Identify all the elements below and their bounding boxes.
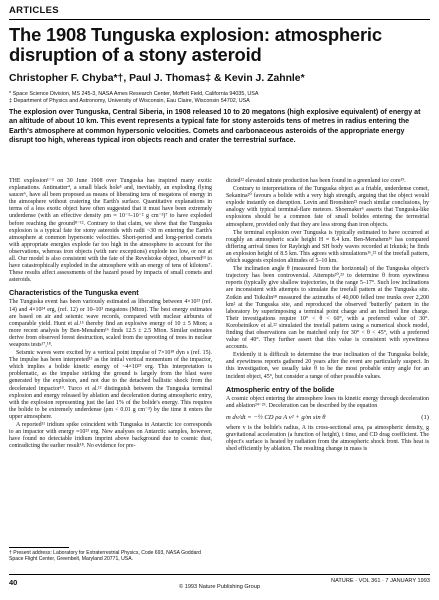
equation-body: m dv/dt = −½ CD ρa A v² + g/m sin θ bbox=[226, 413, 326, 421]
equation bbox=[226, 414, 429, 421]
article-title: The 1908 Tunguska explosion: atmospheric disruption of a stony asteroid bbox=[9, 24, 382, 65]
paragraph: Seismic waves were excited by a vertical point impulse of 7×10¹⁸ dyn s (ref. 15). The impulse has been interpreted¹⁵ as the initial vertical momentum of the impactor, which implies a bolide kinetic energy of ~4×10²³ erg. This interpretation is problematic, as the impulse striking the ground is largely from the blast wave generated by the explosion, and not due to the detached ballistic shock from the decelerated impactor¹⁹. Turco et al.¹² distinguish between the Tunguska terminal explosion and energy released by ablation and deceleration during atmospheric entry, with the explosion representing just the last 1% of the bolide's energy. This requires the bolide to be extremely underdense (ρm < 0.01 g cm⁻³) by the time it enters the upper atmosphere. bbox=[9, 350, 212, 420]
footnote-rule bbox=[9, 547, 69, 548]
paragraph: The terminal explosion over Tunguska is typically estimated to have occurred at roughly an atmospheric scale height H ≈ 8.4 km. Ben-Menahem¹⁶ has compared differing arrival times for Rayleigh and SH body waves recorded at Irkutsk; he finds an explosion height of 8.5 km. This agrees with simulations¹⁶,²² of the treefall pattern, which suggests explosion altitudes of 5–10 km. bbox=[226, 229, 429, 265]
section-label: ARTICLES bbox=[9, 5, 59, 16]
section-heading: Atmospheric entry of the bolide bbox=[226, 384, 335, 394]
equation-number: (1) bbox=[421, 413, 429, 421]
paragraph: Contrary to interpretations of the Tunguska object as a friable, underdense comet, Sekanina²⁰ favours a bolide with a very high strength, arguing that the object would explode instantly on disruption. Levin and Bronshten²¹ reach similar conclusions, by analogy with typical terminal-flare meteors. Shoemaker⁶ asserts that Tunguska-like explosions should be a common fate of small bolides entering the terrestrial atmosphere, provided only that they are less strong than iron objects. bbox=[226, 186, 429, 228]
paragraph: A cosmic object entering the atmosphere loses its kinetic energy through deceleration and ablation²⁴⁻²⁶. Deceleration can be described by the equation bbox=[226, 395, 429, 409]
journal-citation: NATURE · VOL 361 · 7 JANUARY 1993 bbox=[331, 578, 430, 584]
paragraph: where v is the bolide's radius, A its cross-sectional area, ρa atmospheric density, g gravitational acceleration (a function of height), t time, and CD drag coefficient. The object's surface is heated by radiation from the atmospheric shock front. This heat is shed efficiently by ablation. The resulting change in mass is bbox=[226, 424, 429, 453]
affiliation-2: ‡ Department of Physics and Astronomy, University of Wisconsin, Eau Claire, Wisconsin 54702, USA bbox=[9, 98, 250, 104]
footer-rule bbox=[9, 574, 430, 575]
footnote: † Present address: Laboratory for Extraterrestrial Physics, Code 693, NASA Goddard Space Flight Center, Greenbelt, Maryland 20771, USA. bbox=[9, 550, 201, 563]
text-column-left bbox=[9, 178, 212, 538]
section-heading: Characteristics of the Tunguska event bbox=[9, 288, 139, 298]
abstract: The explosion over Tunguska, Central Siberia, in 1908 released 10 to 20 megatons (high explosive equivalent) of energy at an altitude of about 10 km. This event represents a typical fate for stony asteroids tens of metres in radius entering the Earth's atmosphere at common hypersonic velocities. Comets and carbonaceous asteroids of the appropriate energy disrupt too high, whereas typical iron objects reach and crater the terrestrial surface. bbox=[9, 108, 421, 145]
page-number: 40 bbox=[9, 578, 18, 587]
copyright: © 1993 Nature Publishing Group bbox=[179, 584, 260, 590]
footnotes bbox=[9, 550, 212, 563]
affiliations bbox=[9, 91, 259, 105]
paragraph: The Tunguska event has been variously estimated as liberating between 4×10²³ (ref. 14) and 4×10²⁴ erg, (ref. 12) or 10–10³ megatons (Mton). The best energy estimates are based on air and seismic wave records, compared with nuclear airbursts of comparable yield. Hunt et al.¹⁵ thereby find an explosive energy of 10 ± 5 Mton; a more recent analysis by Ben-Menahem¹⁶ finds 12.5 ± 2.5 Mton. Similar estimates derive from observed forest destruction, scaled from the uprooting of trees in nuclear weapons tests¹⁷,¹⁸. bbox=[9, 299, 212, 348]
paragraph: The inclination angle θ (measured from the horizontal) of the Tunguska object's trajectory has been controversial. Attempts²⁰,²³ to determine θ from eyewitness reports (typically give shallow trajectories, in the range 5–17°. Such low inclinations are inconsistent with attempts to simulate the treefall pattern at the Tunguska site. Zotkin and Tsikulin¹⁸ measured the azimuths of 40,000 felled tree trunks over 2,200 km² at the Tunguska site, and reproduced the observed 'butterfly' pattern in the laboratory by superimposing a terminal point charge and an inclined line charge. Their investigations require 10° < θ < 60°, with a preferred value of 30°. Korobeinikov et al.²² simulated the treefall pattern using a numerical shock model, finding that observations can be matched only for 30° < θ < 45°, with a preferred value of 40°. They further assert that this value is consistent with eyewitness accounts. bbox=[226, 266, 429, 351]
paragraph: A reported¹¹ iridium spike coincident with Tunguska in Antarctic ice corresponds to an impactor with energy ≈10²³ erg. New analyses on Antarctic samples, however, have found no detectable iridium imprint above background due to cosmic dust, contradicting the earlier result¹⁸. No evidence for pre- bbox=[9, 422, 212, 450]
paragraph: Evidently it is difficult to determine the true inclination of the Tunguska bolide, and eyewitness reports gathered 20 years after the event are particularly suspect. In this investigation, we usually take θ to be the most probable entry angle for an incident object, 45°, but consider a range of other possible values. bbox=[226, 352, 429, 380]
text-column-right bbox=[226, 178, 429, 587]
affiliation-1: * Space Science Division, MS 245-3, NASA Ames Research Center, Moffett Field, California 94035, USA bbox=[9, 91, 259, 97]
paragraph: dicted¹² elevated nitrate production has been found in a greenland ice core¹⁹. bbox=[226, 178, 406, 184]
author-list: Christopher F. Chyba*†, Paul J. Thomas‡ & Kevin J. Zahnle* bbox=[9, 73, 305, 84]
paragraph: THE explosion¹⁻³ on 30 June 1908 over Tunguska has inspired many exotic explanations. Antimatter⁴, a small black hole⁵ and, inevitably, an exploding flying saucer⁶, have all been proposed as means of liberating tens of megatons of energy in the atmosphere without cratering the Earth's surface. Quantitative explanations in terms of a less exotic object have often suggested that it must have been extremely underdense (with an effective density ρm ≈ 10⁻³–10⁻² g cm⁻³)⁷ to have exploded before reaching the ground⁸⁻¹². Contrary to that claim, we show that the Tunguska explosion is a typical fate for stony asteroids with radii ~30 m entering the Earth's atmosphere at common hypersonic velocities. Short-period and long-period comets with appropriate energies explode far too high in the atmosphere to account for the observations, whereas iron objects (with rare exceptions) explode too low, or not at all. Our model is also consistent with the fate of the Revelstoke object, observed¹³ to have catastrophically exploded in the atmosphere with an energy of tens of kilotons⁷. These results affect assessments of the hazard posed by impacts of small comets and asteroids. bbox=[9, 178, 212, 284]
header-rule bbox=[9, 19, 430, 20]
